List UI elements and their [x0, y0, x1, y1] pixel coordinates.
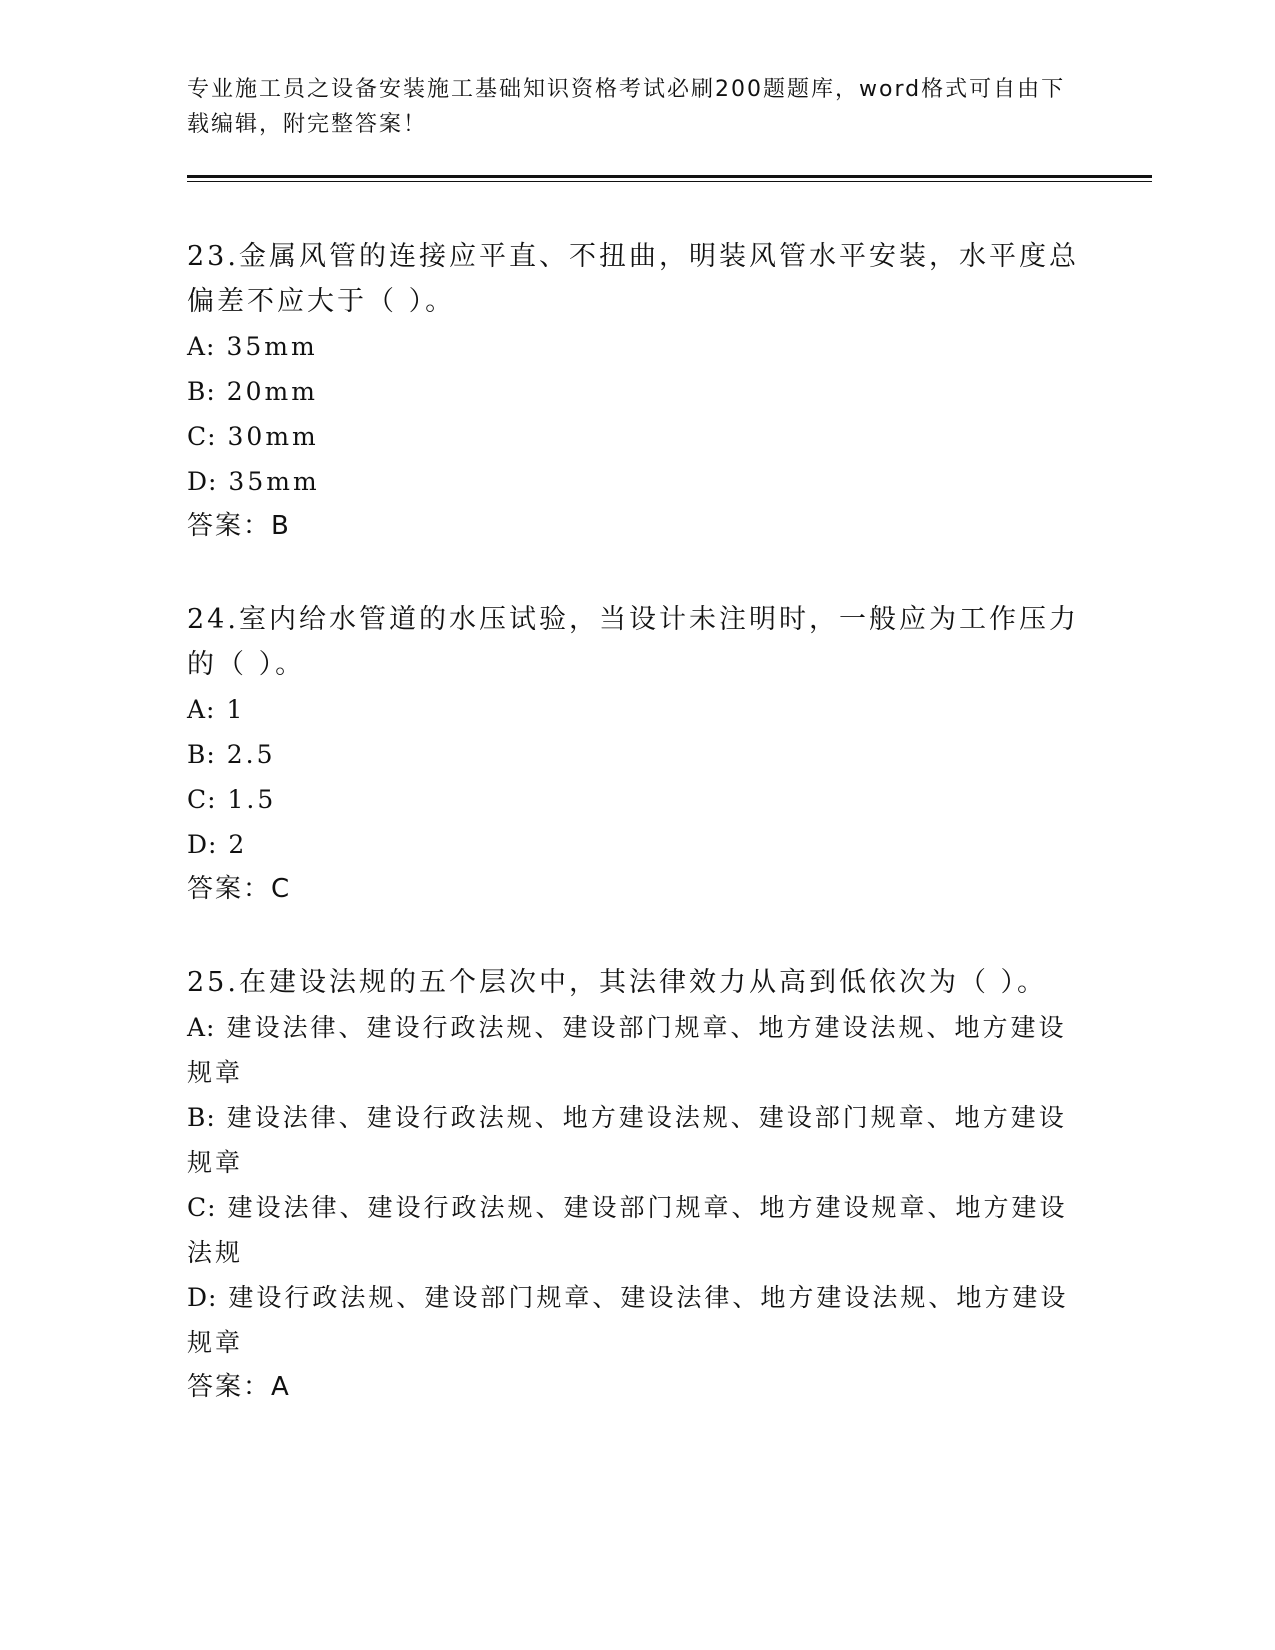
- option-label: D:: [187, 467, 218, 496]
- question-text: 24.室内给水管道的水压试验，当设计未注明时，一般应为工作压力的（ ）。: [187, 604, 1079, 680]
- option-text: 2: [228, 830, 248, 859]
- option-text: 建设法律、建设行政法规、地方建设法规、建设部门规章、地方建设规章: [187, 1103, 1067, 1177]
- option-text: 35mm: [228, 467, 320, 496]
- option-label: C:: [187, 422, 217, 451]
- option-d: [187, 822, 1087, 867]
- question-24: [187, 597, 1087, 912]
- option-b: [187, 732, 1087, 777]
- option-d: [187, 459, 1087, 504]
- answer-line: 答案：B: [187, 511, 291, 541]
- answer-line: 答案：C: [187, 874, 292, 904]
- option-label: D:: [187, 830, 218, 859]
- option-label: D:: [187, 1283, 218, 1312]
- option-c: [187, 777, 1087, 822]
- question-23: [187, 234, 1087, 549]
- option-text: 30mm: [227, 422, 319, 451]
- option-b: [187, 1095, 1087, 1185]
- option-c: [187, 414, 1087, 459]
- option-d: [187, 1275, 1087, 1365]
- option-label: A:: [187, 1013, 216, 1042]
- option-a: [187, 687, 1087, 732]
- option-text: 1.5: [227, 785, 277, 814]
- option-label: B:: [187, 377, 216, 406]
- question-text: 23.金属风管的连接应平直、不扭曲，明装风管水平安装，水平度总偏差不应大于（ ）。: [187, 241, 1079, 317]
- option-a: [187, 324, 1087, 369]
- option-text: 1: [226, 695, 246, 724]
- header-divider-thick: [187, 175, 1152, 178]
- option-text: 建设法律、建设行政法规、建设部门规章、地方建设法规、地方建设规章: [187, 1013, 1067, 1087]
- option-label: A:: [187, 332, 216, 361]
- option-text: 35mm: [226, 332, 318, 361]
- question-text: 25.在建设法规的五个层次中，其法律效力从高到低依次为（ ）。: [187, 967, 1048, 998]
- option-label: A:: [187, 695, 216, 724]
- option-b: [187, 369, 1087, 414]
- option-label: B:: [187, 740, 216, 769]
- answer-line: 答案：A: [187, 1372, 291, 1402]
- option-label: B:: [187, 1103, 216, 1132]
- document-header: 专业施工员之设备安装施工基础知识资格考试必刷200题题库，word格式可自由下载编辑，附完整答案！: [187, 77, 1066, 137]
- option-label: C:: [187, 1193, 217, 1222]
- option-text: 2.5: [226, 740, 276, 769]
- option-text: 建设法律、建设行政法规、建设部门规章、地方建设规章、地方建设法规: [187, 1193, 1068, 1267]
- header-divider-thin: [187, 181, 1152, 182]
- option-c: [187, 1185, 1087, 1275]
- question-25: [187, 960, 1087, 1410]
- option-text: 20mm: [226, 377, 318, 406]
- option-label: C:: [187, 785, 217, 814]
- option-text: 建设行政法规、建设部门规章、建设法律、地方建设法规、地方建设规章: [187, 1283, 1069, 1357]
- option-a: [187, 1005, 1087, 1095]
